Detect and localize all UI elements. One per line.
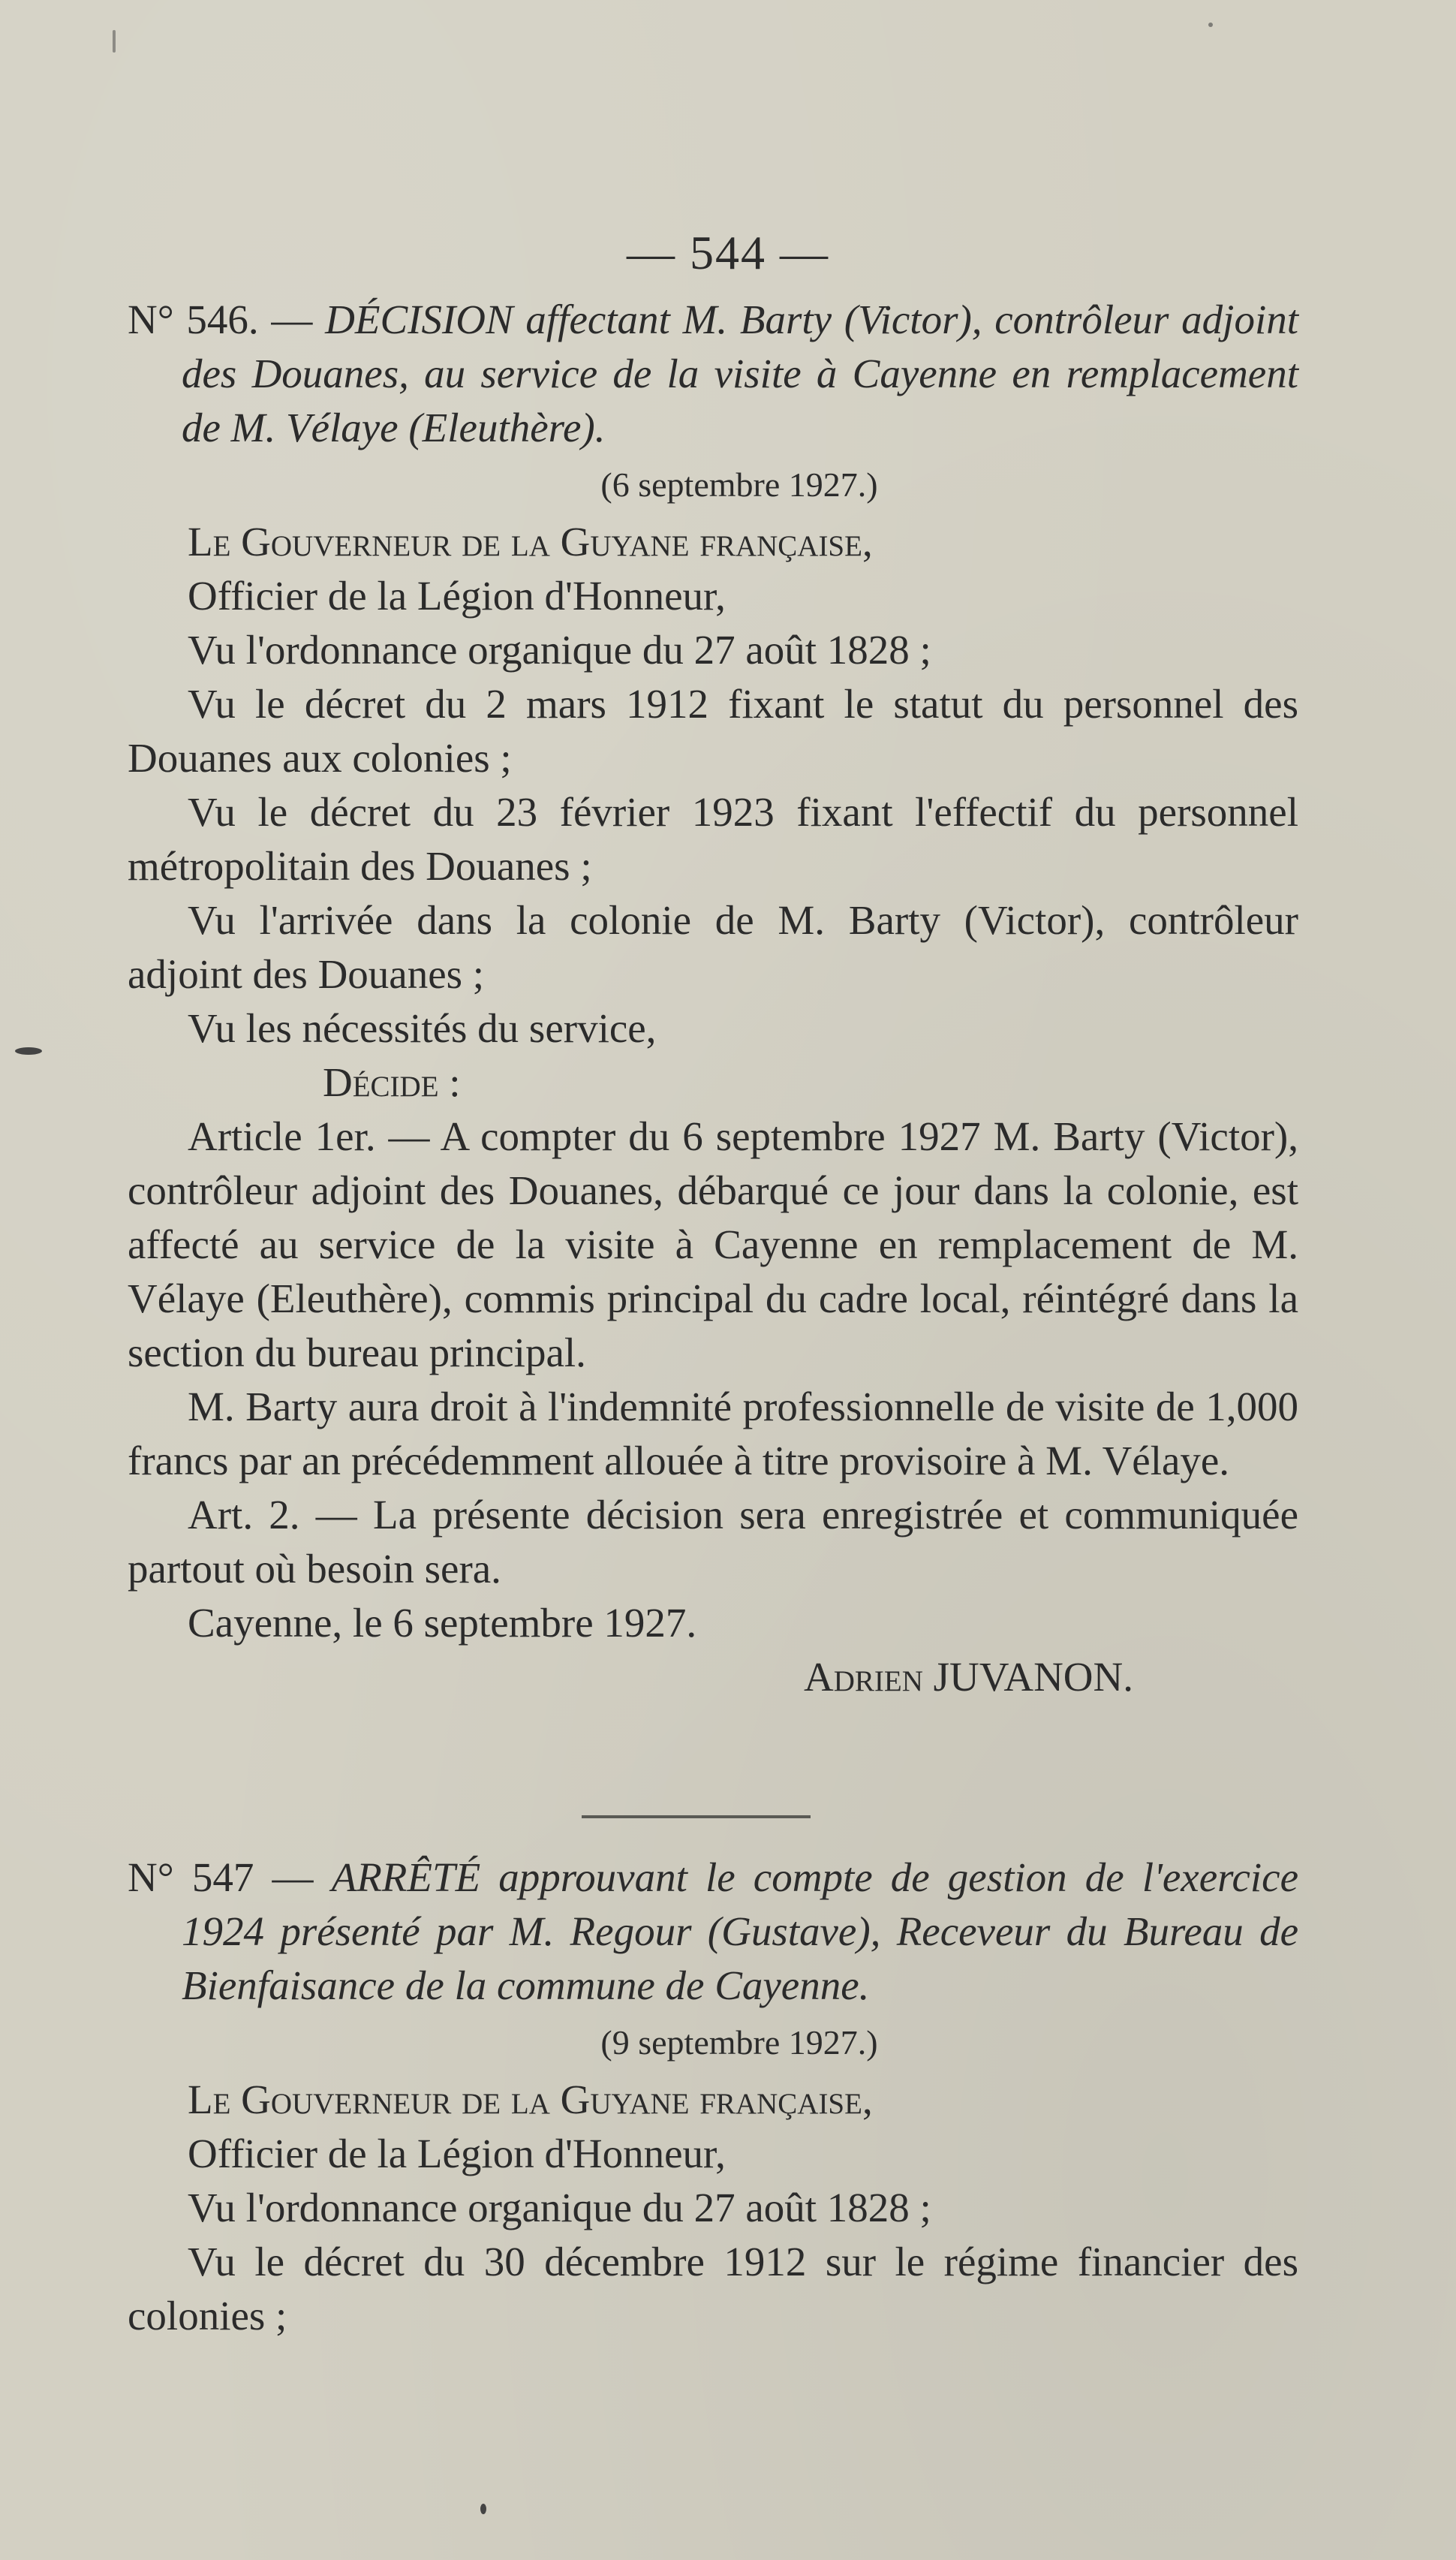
page-number: — 544 —: [627, 226, 829, 279]
arrete-547-gouverneur: Le Gouverneur de la Guyane française,: [188, 2077, 873, 2122]
decision-546-vu-3: Vu le décret du 23 février 1923 fixant l'effectif du personnel métropolitain des Douanes ;: [128, 789, 1298, 889]
decision-546-vu-5: Vu les nécessités du service,: [188, 1005, 657, 1051]
decision-546-signature: Adrien JUVANON.: [803, 1654, 1133, 1700]
arrete-547-date: (9 septembre 1927.): [600, 2023, 878, 2062]
section-divider: [582, 1815, 811, 1818]
ink-speck: [15, 1047, 42, 1055]
arrete-547-vu-1: Vu l'ordonnance organique du 27 août 1828 ;: [188, 2185, 931, 2230]
decision-546-title: DÉCISION affectant M. Barty (Victor), contrôleur adjoint des Douanes, au service de la visite à Cayenne en remplacement de M. Vélaye (Eleuthère).: [182, 297, 1299, 450]
decision-546-vu-2: Vu le décret du 2 mars 1912 fixant le statut du personnel des Douanes aux colonies ;: [128, 681, 1298, 781]
ink-speck: [480, 2504, 486, 2514]
decision-546: [128, 293, 1298, 1704]
decision-546-decide: Décide :: [323, 1059, 461, 1105]
decision-546-gouverneur: Le Gouverneur de la Guyane française,: [188, 519, 873, 565]
arrete-547-vu-2: Vu le décret du 30 décembre 1912 sur le régime financier des colonies ;: [128, 2239, 1298, 2339]
decision-546-date: (6 septembre 1927.): [600, 465, 878, 504]
decision-546-heading: [128, 293, 1298, 455]
arrete-547-title: ARRÊTÉ approuvant le compte de gestion de l'exercice 1924 présenté par M. Regour (Gustave), Receveur du Bureau de Bienfaisance de la commune de Cayenne.: [182, 1854, 1299, 2008]
arrete-547-heading: [128, 1851, 1298, 2013]
decision-546-vu-4: Vu l'arrivée dans la colonie de M. Barty (Victor), contrôleur adjoint des Douanes ;: [128, 897, 1298, 997]
arrete-547-officier: Officier de la Légion d'Honneur,: [188, 2131, 726, 2176]
decision-546-vu-1: Vu l'ordonnance organique du 27 août 1828 ;: [188, 627, 931, 673]
decision-546-article-1-indemnite: M. Barty aura droit à l'indemnité professionnelle de visite de 1,000 francs par an précédemment allouée à titre provisoire à M. Vélaye.: [128, 1384, 1298, 1483]
ink-speck: [1208, 23, 1213, 27]
ink-speck: [113, 30, 116, 53]
arrete-547: [128, 1851, 1298, 2343]
arrete-547-number: N° 547 —: [128, 1854, 332, 1900]
decision-546-article-1: Article 1er. — A compter du 6 septembre 1927 M. Barty (Victor), contrôleur adjoint des Douanes, débarqué ce jour dans la colonie, est affecté au service de la visite à Cayenne en remplacement de M. Vélaye (Eleuthère), commis principal du cadre local, réintégré dans la section du bureau principal.: [128, 1113, 1298, 1375]
decision-546-officier: Officier de la Légion d'Honneur,: [188, 573, 726, 619]
decision-546-number: N° 546. —: [128, 297, 326, 342]
decision-546-place-date: Cayenne, le 6 septembre 1927.: [188, 1600, 697, 1646]
decision-546-article-2: Art. 2. — La présente décision sera enregistrée et communiquée partout où besoin sera.: [128, 1492, 1298, 1592]
